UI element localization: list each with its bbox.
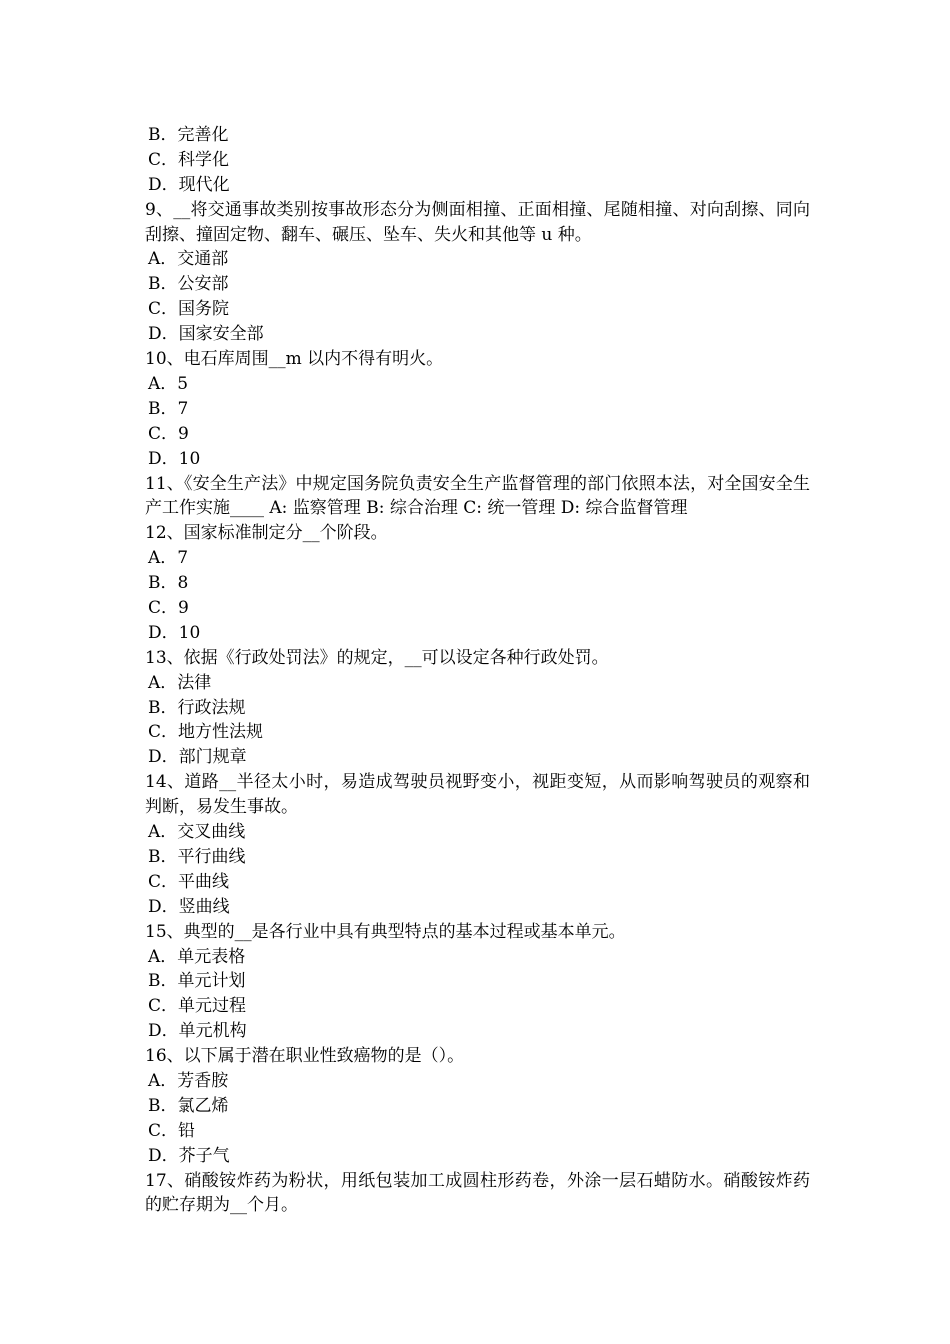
question-text: 17、硝酸铵炸药为粉状，用纸包装加工成圆柱形药卷，外涂一层石蜡防水。硝酸铵炸药的贮存期为__个月。: [145, 1170, 810, 1216]
answer-option: C．单元过程: [148, 996, 247, 1017]
answer-option: C．国务院: [148, 299, 230, 320]
answer-option: A．法律: [148, 672, 212, 693]
answer-option: D．单元机构: [148, 1021, 247, 1042]
answer-option: D．竖曲线: [148, 896, 230, 917]
answer-option: D．国家安全部: [148, 324, 264, 345]
answer-option: C．9: [148, 598, 189, 619]
question-text: 10、电石库周围__m 以内不得有明火。: [145, 349, 444, 370]
answer-option: A．交通部: [148, 249, 229, 270]
question-text: 9、__将交通事故类别按事故形态分为侧面相撞、正面相撞、尾随相撞、对向刮擦、同向刮擦、撞固定物、翻车、碾压、坠车、失火和其他等 u 种。: [145, 199, 810, 245]
answer-option: B．氯乙烯: [148, 1095, 229, 1116]
answer-option: D．现代化: [148, 174, 230, 195]
question-text: 11、《安全生产法》中规定国务院负责安全生产监督管理的部门依照本法，对全国安全生产工作实施____ A: 监察管理 B: 综合治理 C: 统一管理 D: 综合监督管理: [145, 473, 810, 519]
answer-option: B．7: [148, 398, 189, 419]
answer-option: B．单元计划: [148, 971, 246, 992]
answer-option: A．交叉曲线: [148, 822, 246, 843]
answer-option: D．10: [148, 448, 201, 469]
question-text: 13、依据《行政处罚法》的规定，__可以设定各种行政处罚。: [145, 647, 609, 668]
answer-option: A．芳香胺: [148, 1071, 229, 1092]
question-text: 15、典型的__是各行业中具有典型特点的基本过程或基本单元。: [145, 921, 626, 942]
question-text: 14、道路__半径太小时，易造成驾驶员视野变小，视距变短，从而影响驾驶员的观察和判断，易发生事故。: [145, 772, 810, 818]
answer-option: A．7: [148, 548, 189, 569]
answer-option: B．公安部: [148, 274, 229, 295]
answer-option: B．行政法规: [148, 697, 246, 718]
answer-option: D．10: [148, 622, 201, 643]
answer-option: B．平行曲线: [148, 846, 246, 867]
answer-option: C．铅: [148, 1120, 196, 1141]
answer-option: A．单元表格: [148, 946, 246, 967]
answer-option: C．平曲线: [148, 871, 230, 892]
answer-option: C．9: [148, 423, 189, 444]
answer-option: C．地方性法规: [148, 722, 264, 743]
document-page: [145, 123, 810, 1218]
question-text: 16、以下属于潜在职业性致癌物的是（）。: [145, 1046, 465, 1067]
question-text: 12、国家标准制定分__个阶段。: [145, 523, 388, 544]
answer-option: B．8: [148, 573, 189, 594]
answer-option: C．科学化: [148, 149, 230, 170]
answer-option: D．芥子气: [148, 1145, 230, 1166]
answer-option: D．部门规章: [148, 747, 247, 768]
answer-option: B．完善化: [148, 125, 229, 145]
answer-option: A．5: [148, 373, 189, 394]
